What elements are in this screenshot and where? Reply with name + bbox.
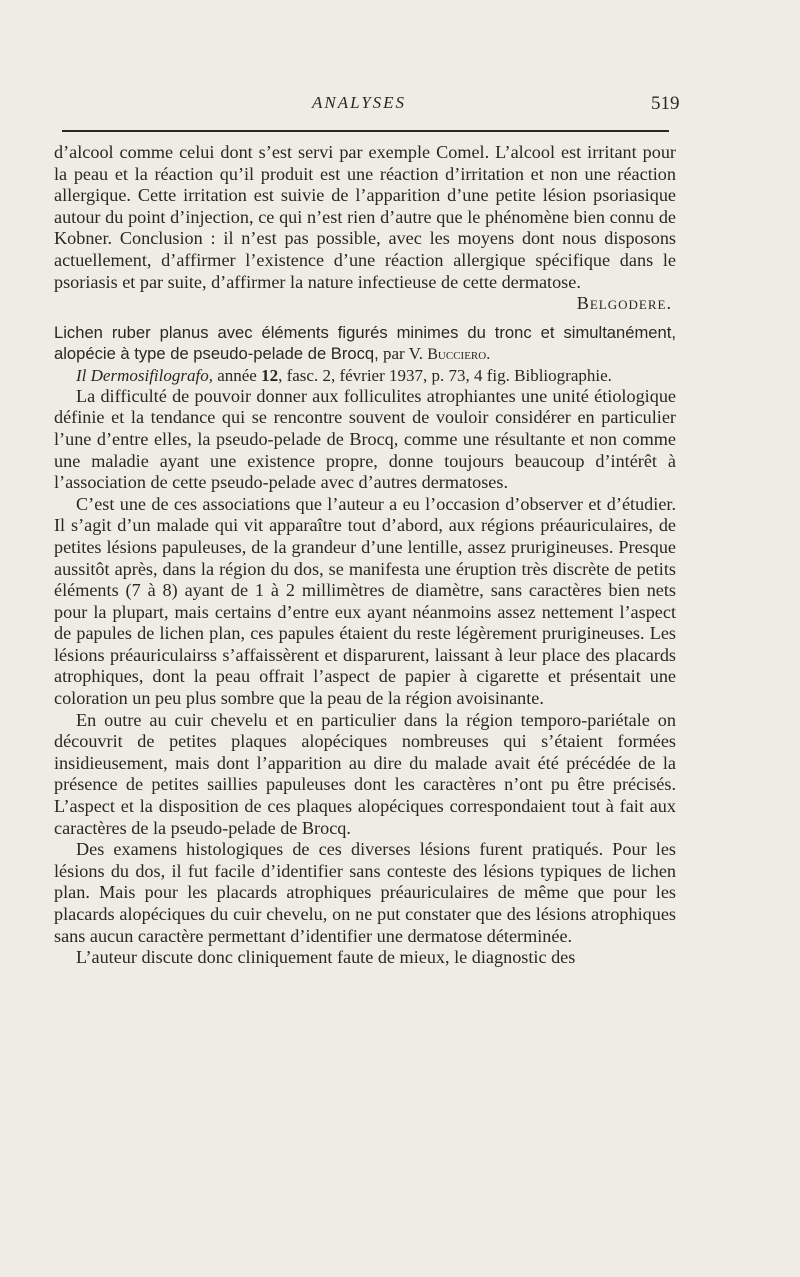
article-citation: [54, 365, 676, 386]
paragraph: L’auteur discute donc cliniquement faute de mieux, le diagnostic des: [76, 947, 576, 968]
paragraph: Des examens histologiques de ces diverses lésions furent pratiqués. Pour les lésions du dos, il fut facile d’identifier sans conteste des lésions typiques de lichen plan. Mais pour les placards atrophiques préauriculaires de même que pour les placards alopéciques du cuir chevelu, on ne put constater que des lésions atrophiques sans aucun caractère permettant d’identifier une dermatose déterminée.: [54, 839, 676, 946]
citation-rest: , fasc. 2, février 1937, p. 73, 4 fig. Bibliographie.: [278, 365, 612, 385]
header-rule: [62, 130, 669, 132]
page-body: [54, 142, 676, 969]
journal-name: Il Dermosifilografo,: [76, 365, 213, 385]
journal-volume: 12: [261, 365, 279, 385]
running-head: [0, 93, 800, 117]
article-author: Bucciero.: [427, 345, 491, 363]
paragraph: C’est une de ces associations que l’auteur a eu l’occasion d’observer et d’étudier. Il s’agit d’un malade qui vit apparaître tout d’abord, aux régions préauriculaires, de petites lésions papuleuses, de la grandeur d’une lentille, assez prurigineuses. Presque aussitôt après, dans la région du dos, se manifesta une éruption très discrète de petits éléments (7 à 8) ayant de 1 à 2 millimètres de diamètre, sans caractères bien nets pour la plupart, mais certains d’entre eux ayant néanmoins assez nettement l’aspect de papules de lichen plan, ces papules étaient du reste légèrement prurigineuses. Les lésions préauriculairss s’affaissèrent et disparurent, laissant à leur place des placards atrophiques, dont la peau offrait l’aspect de papier à cigarette et présentait une coloration un peu plus sombre que la peau de la région avoisinante.: [54, 493, 676, 709]
paragraph: La difficulté de pouvoir donner aux folliculites atrophiantes une unité étiologique définie et la tendance qui se rencontre souvent de vouloir considérer en particulier l’une d’entre elles, la pseudo-pelade de Brocq, comme une résultante et non comme une maladie ayant une existence propre, donne toujours beaucoup d’intérêt à l’association de cette pseudo-pelade avec d’autres dermatoses.: [54, 385, 676, 493]
running-head-title: ANALYSES: [312, 93, 407, 112]
page-number: 519: [651, 93, 680, 114]
author-prefix: par V.: [378, 343, 428, 363]
article-heading: [54, 322, 676, 365]
previous-review-text: d’alcool comme celui dont s’est servi par exemple Comel. L’alcool est irritant pour la peau et la réaction qu’il produit est une réaction d’irritation et non une réaction allergique. Cette irritation est suivie de l’apparition d’une petite lésion psoriasique autour du point d’injection, ce qui n’est rien d’autre que le phénomène bien connu de Kobner. Conclusion : il n’est pas possible, avec les moyens dont nous disposons actuellement, d’affirmer l’existence d’une réaction allergique spécifique dans le psoriasis et par suite, d’affirmer la nature infectieuse de cette dermatose.: [54, 142, 676, 292]
citation-mid: année: [212, 365, 262, 385]
reviewer-signature: Belgodere.: [576, 293, 672, 314]
paragraph: En outre au cuir chevelu et en particulier dans la région temporo-pariétale on découvrit de petites plaques alopéciques nombreuses qui s’étaient formées insidieusement, mais dont l’apparition au dire du malade avait été précédée de la présence de petites saillies papuleuses dont les caractères n’ont pu être précisés. L’aspect et la disposition de ces plaques alopéciques correspondaient tout à fait aux caractères de la pseudo-pelade de Brocq.: [54, 709, 676, 838]
article-title: Lichen ruber planus avec éléments figurés minimes du tronc et simultanément, alopécie à type de pseudo-pelade de Brocq,: [54, 322, 676, 363]
